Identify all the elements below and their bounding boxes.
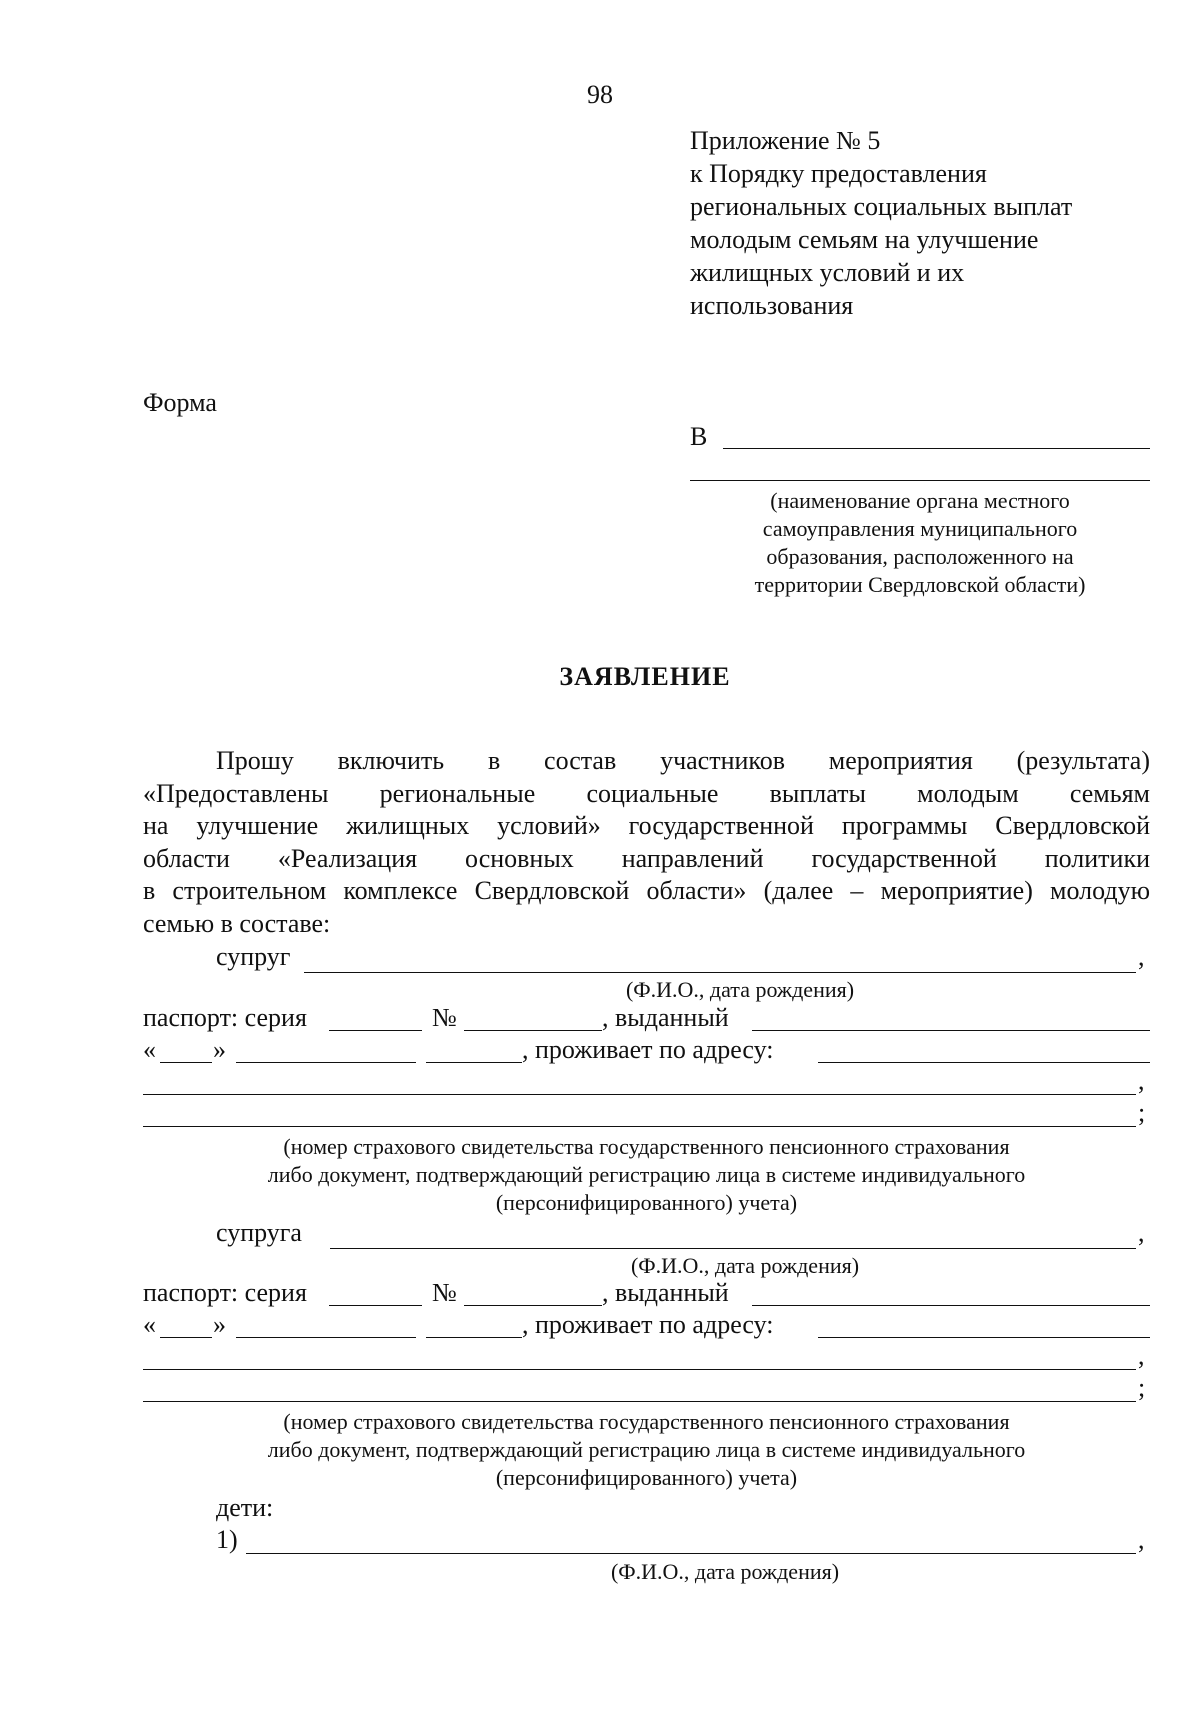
issue-day-field[interactable] (160, 1337, 212, 1338)
issued-by-field[interactable] (752, 1305, 1150, 1306)
number-sign: № (432, 1003, 457, 1032)
intro-paragraph (143, 745, 1150, 940)
passport-series-label: паспорт: серия (143, 1003, 307, 1032)
appendix-line: молодым семьям на улучшение (690, 225, 1039, 254)
comma: , (1138, 1066, 1145, 1095)
address-line-2[interactable] (143, 1369, 1136, 1370)
issue-month-field[interactable] (236, 1337, 416, 1338)
addressee-prefix: В (690, 422, 708, 451)
passport-series-field[interactable] (329, 1305, 422, 1306)
addressee-note: (наименование органа местного самоуправления муниципального образования, расположенного на территории Свердловской области) (754, 488, 1086, 597)
comma: , (1138, 942, 1145, 971)
address-field[interactable] (818, 1062, 1150, 1063)
lives-at-label: , проживает по адресу: (522, 1035, 774, 1064)
appendix-header (690, 124, 1072, 322)
snils-note: (номер страхового свидетельства государственного пенсионного страхования либо документ, подтверждающий регистрацию лица в системе индивидуального (персонифицированного) учета) (267, 1134, 1026, 1215)
semicolon: ; (1138, 1373, 1146, 1402)
page-number: 98 (587, 80, 613, 109)
address-line-2[interactable] (143, 1094, 1136, 1095)
issued-label: , выданный (602, 1278, 729, 1307)
children-label: дети: (216, 1493, 274, 1522)
appendix-line: жилищных условий и их (690, 258, 965, 287)
spouse-m-label: супруг (216, 942, 291, 971)
intro-line: Прошу включить в состав участников мероприятия (результата) (216, 746, 1150, 775)
snils-field[interactable] (143, 1126, 1136, 1127)
comma: , (1138, 1525, 1145, 1554)
addressee-blank-1 (723, 448, 1150, 449)
appendix-line: к Порядку предоставления (690, 159, 987, 188)
comma: , (1138, 1341, 1145, 1370)
comma: , (1138, 1218, 1145, 1247)
issue-day-field[interactable] (160, 1062, 212, 1063)
issued-by-field[interactable] (752, 1030, 1150, 1031)
lives-at-label: , проживает по адресу: (522, 1310, 774, 1339)
fio-caption: (Ф.И.О., дата рождения) (630, 1253, 860, 1278)
appendix-line: Приложение № 5 (690, 126, 881, 155)
addressee-blank-2 (690, 480, 1150, 481)
intro-line: «Предоставлены региональные социальные выплаты молодым семьям (143, 778, 1150, 808)
intro-line: области «Реализация основных направлений государственной политики (143, 843, 1150, 873)
passport-number-field[interactable] (464, 1030, 602, 1031)
document-title: ЗАЯВЛЕНИЕ (559, 662, 731, 691)
spouse-f-fio-field[interactable] (330, 1248, 1136, 1249)
snils-field[interactable] (143, 1401, 1136, 1402)
passport-series-label: паспорт: серия (143, 1278, 307, 1307)
form-label: Форма (143, 388, 217, 417)
fio-caption: (Ф.И.О., дата рождения) (625, 977, 855, 1002)
address-field[interactable] (818, 1337, 1150, 1338)
snils-note: (номер страхового свидетельства государственного пенсионного страхования либо документ, подтверждающий регистрацию лица в системе индивидуального (персонифицированного) учета) (267, 1409, 1026, 1490)
passport-series-field[interactable] (329, 1030, 422, 1031)
child-1-label: 1) (216, 1525, 238, 1554)
child-1-fio-field[interactable] (246, 1553, 1136, 1554)
appendix-line: региональных социальных выплат (690, 192, 1073, 221)
issue-month-field[interactable] (236, 1062, 416, 1063)
semicolon: ; (1138, 1098, 1146, 1127)
quote-close: » (213, 1035, 226, 1064)
fio-caption: (Ф.И.О., дата рождения) (610, 1559, 840, 1584)
number-sign: № (432, 1278, 457, 1307)
issue-year-field[interactable] (426, 1062, 522, 1063)
intro-line: семью в составе: (143, 908, 331, 938)
quote-close: » (213, 1310, 226, 1339)
quote-open: « (143, 1035, 156, 1064)
issued-label: , выданный (602, 1003, 729, 1032)
spouse-m-fio-field[interactable] (304, 972, 1136, 973)
intro-line: на улучшение жилищных условий» государственной программы Свердловской (143, 811, 1150, 840)
spouse-f-label: супруга (216, 1218, 302, 1247)
issue-year-field[interactable] (426, 1337, 522, 1338)
passport-number-field[interactable] (464, 1305, 602, 1306)
quote-open: « (143, 1310, 156, 1339)
intro-line: в строительном комплексе Свердловской области» (далее – мероприятие) молодую (143, 876, 1150, 905)
appendix-line: использования (690, 291, 854, 320)
